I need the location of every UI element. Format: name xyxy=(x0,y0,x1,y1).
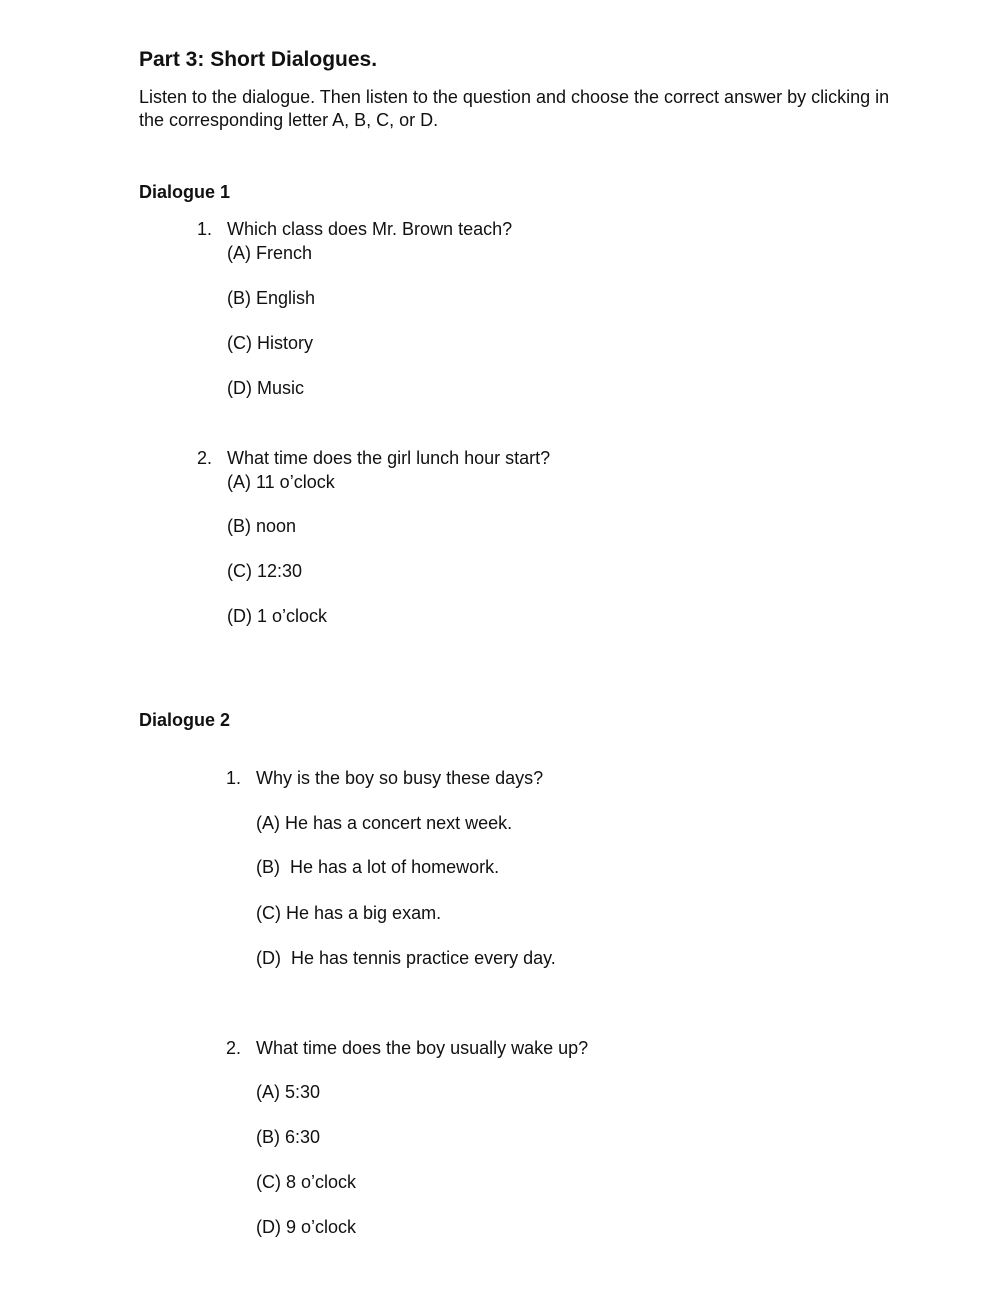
answer-option-a[interactable]: (A) 11 o’clock xyxy=(227,472,335,492)
answer-option-d[interactable]: (D) He has tennis practice every day. xyxy=(256,948,556,968)
question-number: 2. xyxy=(197,448,213,468)
answer-option-a[interactable]: (A) French xyxy=(227,243,313,263)
answer-option-b[interactable]: (B) He has a lot of homework. xyxy=(256,857,500,877)
answer-option-b[interactable]: (B) English xyxy=(227,288,316,308)
answer-option-c[interactable]: (C) History xyxy=(227,333,313,353)
question-text: What time does the girl lunch hour start? xyxy=(227,448,551,468)
question-number: 1. xyxy=(226,768,242,788)
question-text: Why is the boy so busy these days? xyxy=(256,768,544,788)
answer-option-d[interactable]: (D) 1 o’clock xyxy=(227,606,328,626)
answer-option-a[interactable]: (A) 5:30 xyxy=(256,1082,321,1102)
answer-option-c[interactable]: (C) 8 o’clock xyxy=(256,1172,357,1192)
answer-option-d[interactable]: (D) Music xyxy=(227,378,304,398)
answer-option-d[interactable]: (D) 9 o’clock xyxy=(256,1217,357,1237)
answer-option-c[interactable]: (C) 12:30 xyxy=(227,561,303,581)
answer-option-b[interactable]: (B) 6:30 xyxy=(256,1127,321,1147)
question-number: 2. xyxy=(226,1038,242,1058)
question-number: 1. xyxy=(197,219,213,239)
answer-option-c[interactable]: (C) He has a big exam. xyxy=(256,903,442,923)
question-text: What time does the boy usually wake up? xyxy=(256,1038,589,1058)
answer-option-b[interactable]: (B) noon xyxy=(227,516,297,536)
answer-option-a[interactable]: (A) He has a concert next week. xyxy=(256,813,513,833)
dialogue-1-heading: Dialogue 1 xyxy=(139,182,231,202)
instructions: Listen to the dialogue. Then listen to the question and choose the correct answer by clicking in the corresponding letter A, B, C, or D. xyxy=(139,87,890,130)
dialogue-2-heading: Dialogue 2 xyxy=(139,710,231,730)
page-title: Part 3: Short Dialogues. xyxy=(139,48,378,71)
question-text: Which class does Mr. Brown teach? xyxy=(227,219,513,239)
